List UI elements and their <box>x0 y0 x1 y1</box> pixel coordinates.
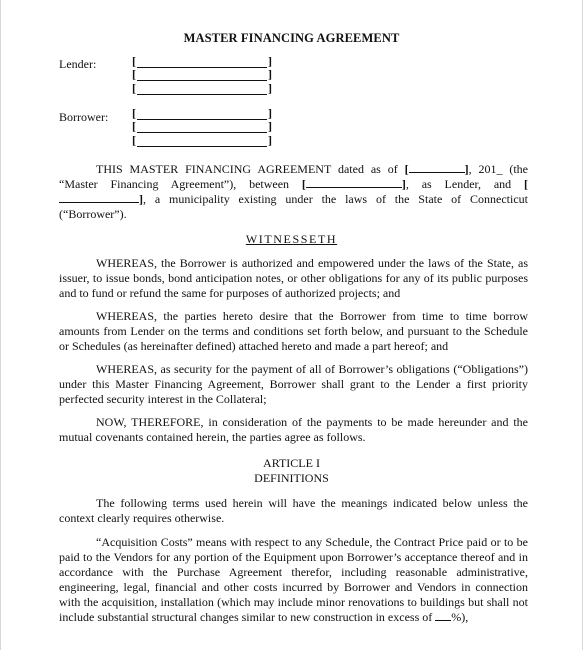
blank-line: [ ] <box>132 54 272 69</box>
lender-blanks <box>132 56 272 96</box>
acquisition-costs-text: “Acquisition Costs” means with respect to any Schedule, the Contract Price paid or to be paid to the Vendors for any portion of the Equipment upon Borrower’s acceptance thereof and in accordance with the Purchase Agreement therefor, including reasonable administrative, engineering, legal, financial and other costs incurred by Borrower and Vendors in connection with the acquisition, installation (which may include minor renovations to buildings but shall not include substantial structural changes similar to new construction in excess of <box>59 535 528 625</box>
opening-text-b: , 201_ (the “Master Financing Agreement”), between <box>59 162 529 192</box>
following-terms-paragraph <box>59 496 528 526</box>
borrower-blanks <box>132 108 272 148</box>
whereas-paragraph-1 <box>59 256 528 301</box>
whereas-paragraph-3 <box>59 362 528 407</box>
whereas-paragraph-2 <box>59 309 528 354</box>
whereas-1-text: WHEREAS, the Borrower is authorized and empowered under the laws of the State, as issuer, to issue bonds, bond anticipation notes, or other obligations for any of its public purposes and to fund or refund the same for purposes of authorized projects; and <box>59 256 528 301</box>
blank-line: [ ] <box>132 132 272 147</box>
witnesseth-heading <box>1 232 582 247</box>
whereas-3-text: WHEREAS, as security for the payment of all of Borrower’s obligations (“Obligations”) under this Master Financing Agreement, Borrower shall grant to the Lender a first priority perfected security interest in the Collateral; <box>59 362 528 407</box>
opening-text-d: , a municipality existing under the laws of the State of Connecticut (“Borrower”). <box>59 192 528 222</box>
blank-line: [ ] <box>132 80 272 95</box>
blank-line: [ ] <box>132 119 272 134</box>
article-heading: ARTICLE I <box>263 456 320 470</box>
document-title: MASTER FINANCING AGREEMENT <box>183 31 400 45</box>
blank-line: [ ] <box>132 67 272 82</box>
lender-label: Lender: <box>59 57 97 71</box>
blank-line: [ ] <box>132 106 272 121</box>
following-terms-text: The following terms used herein will have the meanings indicated below unless the context clearly requires otherwise. <box>59 496 528 526</box>
witnesseth-text: WITNESSETH <box>245 232 338 246</box>
acquisition-costs-end: %), <box>451 610 469 625</box>
acquisition-costs-paragraph <box>59 535 528 626</box>
borrower-label: Borrower: <box>59 110 109 124</box>
opening-text-c: , as Lender, and <box>405 177 524 192</box>
whereas-2-text: WHEREAS, the parties hereto desire that the Borrower from time to time borrow amounts from Lender on the terms and conditions set forth below, and pursuant to the Schedule or Schedules (as hereinafter defined) attached hereto and made a part hereof; and <box>59 309 528 354</box>
now-therefore-text: NOW, THEREFORE, in consideration of the payments to be made hereunder and the mutual covenants contained herein, the parties agree as follows. <box>59 415 528 445</box>
opening-paragraph: THIS MASTER FINANCING AGREEMENT dated as of [ ], 201_ (the “Master Financing Agreement”), between [ ], as Lender, and [], a municipality existing under the laws of the State of Connecticut (“Borrower”). <box>59 162 529 222</box>
opening-text-a: THIS MASTER FINANCING AGREEMENT dated as of <box>96 162 405 176</box>
now-therefore-paragraph <box>59 415 528 445</box>
definitions-heading: DEFINITIONS <box>254 471 329 485</box>
